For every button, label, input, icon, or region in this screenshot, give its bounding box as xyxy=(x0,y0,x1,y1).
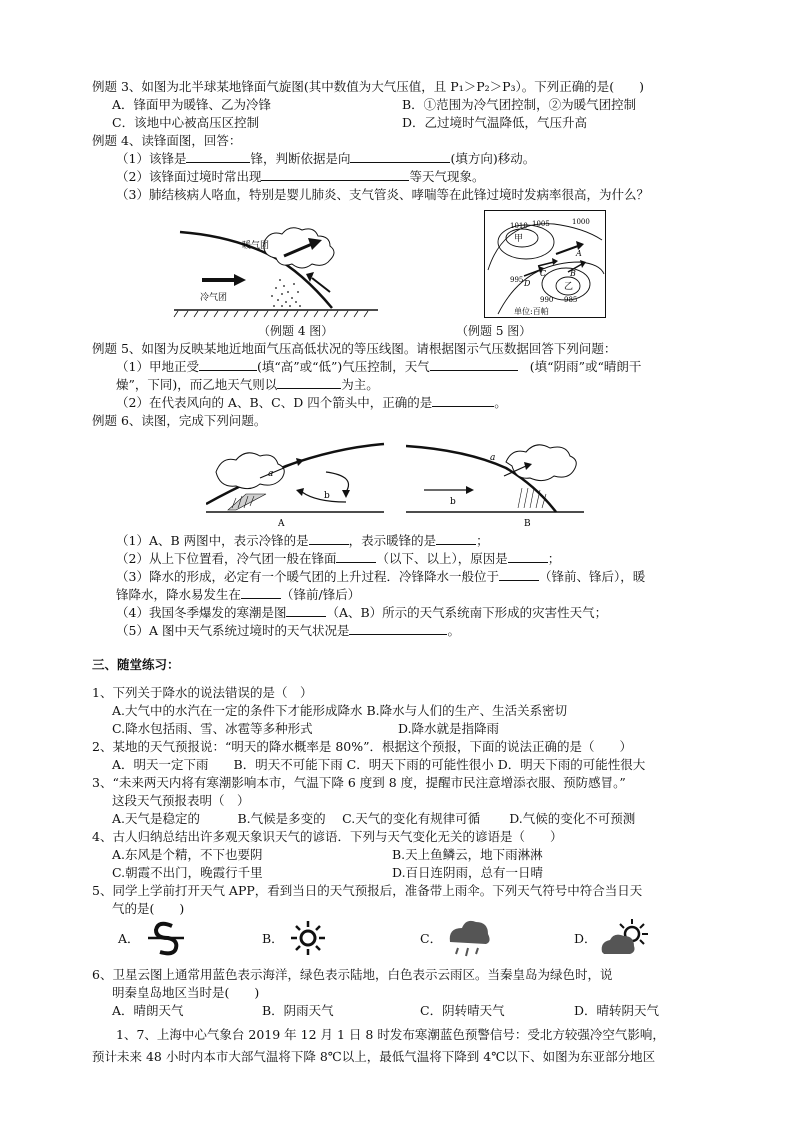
example-5-sub-2-text-b: 。 xyxy=(494,395,507,410)
example-4-question: 例题 4、读锋面图，回答： xyxy=(92,133,242,148)
isobar-value: 1010 xyxy=(510,222,528,230)
practice-1-option-d: D.降水就是指降雨 xyxy=(398,721,500,736)
arrow-label: B xyxy=(570,269,576,278)
example-5-sub-2 xyxy=(116,394,507,411)
answer-blank[interactable] xyxy=(286,604,326,617)
figure-4-caption: （例题 4 图） xyxy=(258,324,334,338)
isobar-value: 990 xyxy=(540,296,554,304)
isobar-value: 995 xyxy=(510,276,524,284)
example-4-sub-2 xyxy=(116,168,484,185)
practice-3-options: A.天气是稳定的 B.气候是多变的 C.天气的变化有规律可循 D.气候的变化不可预测 xyxy=(112,811,636,826)
figure-6a-label: A xyxy=(278,519,285,528)
example-5-sub-1-text-b: (填“高”或“低”)气压控制，天气 xyxy=(256,359,430,374)
arrow-label: D xyxy=(524,279,531,288)
answer-blank[interactable] xyxy=(277,376,341,389)
section-title: 三、随堂练习： xyxy=(92,657,180,672)
answer-blank[interactable] xyxy=(508,550,548,563)
example-6-sub-4-text-b: （A、B）所示的天气系统南下形成的灾害性天气； xyxy=(326,605,608,620)
answer-blank[interactable] xyxy=(241,586,281,599)
cold-air-label: 冷气团 xyxy=(200,293,228,303)
example-6-sub-3-text-b: （锋前、锋后），暖 xyxy=(538,569,646,584)
example-6-sub-3-text-c: 锋降水，降水易发生在 xyxy=(116,587,242,602)
example-6-sub-1-text-c: ； xyxy=(476,533,489,548)
example-6-sub-3-text-d: （锋前/锋后） xyxy=(281,587,361,602)
label-b: b xyxy=(324,491,330,501)
example-5-sub-1 xyxy=(116,358,641,375)
practice-4-option-d: D.百日连阴雨，总有一日晴 xyxy=(392,865,544,880)
practice-5-label-c: C． xyxy=(420,931,443,946)
figure-6b-warm-front xyxy=(406,432,586,528)
practice-2-options: A．明天一定下雨 B．明天不可能下雨 C．明天下雨的可能性很小 D．明天下雨的可能性很大 xyxy=(112,757,646,772)
practice-1-option-c: C.降水包括雨、雪、冰雹等多种形式 xyxy=(112,721,313,736)
example-4-sub-1-text-b: 锋，判断依据是向 xyxy=(250,151,351,166)
isobar-value: 1000 xyxy=(572,218,590,226)
partly-cloudy-icon[interactable] xyxy=(598,916,654,960)
practice-1-question: 1、下列关于降水的说法错误的是（ ） xyxy=(92,685,313,700)
wind-symbol-icon[interactable] xyxy=(146,918,186,958)
practice-5-question-cont: 气的是( ) xyxy=(112,901,185,916)
answer-blank[interactable] xyxy=(261,168,409,181)
example-6-sub-3-text-a: （3）降水的形成，必定有一个暖气团的上升过程．冷锋降水一般位于 xyxy=(116,569,499,584)
rain-cloud-icon[interactable] xyxy=(444,916,494,960)
example-6-sub-2 xyxy=(116,550,560,567)
example-4-sub-1-text-c: (填方向)移动。 xyxy=(450,151,536,166)
answer-blank[interactable] xyxy=(436,532,476,545)
example-6-question: 例题 6、读图，完成下列问题。 xyxy=(92,413,267,428)
practice-2-question: 2、某地的天气预报说：“明天的降水概率是 80%”．根据这个预报，下面的说法正确的是（ ） xyxy=(92,739,632,754)
answer-blank[interactable] xyxy=(186,150,250,163)
practice-6-option-d: D．晴转阴天气 xyxy=(574,1003,660,1018)
answer-blank[interactable] xyxy=(309,532,349,545)
practice-4-question: 4、古人归纳总结出许多观天象识天气的谚语．下列与天气变化无关的谚语是（ ） xyxy=(92,829,563,844)
practice-5-label-a: A． xyxy=(118,931,140,946)
example-5-sub-1-text-c: (填“阴雨”或“晴朗干 xyxy=(529,359,642,374)
high-pressure-label: 甲 xyxy=(514,234,524,244)
example-5-sub-1-cont xyxy=(116,376,379,393)
practice-7-line-1: 1、7、上海中心气象台 2019 年 12 月 1 日 8 时发布寒潮蓝色预警信号：受北方较强冷空气影响， xyxy=(116,1027,665,1042)
answer-blank[interactable] xyxy=(430,358,518,371)
arrow-label: A xyxy=(576,249,582,258)
example-3-option-a: A．锋面甲为暖锋、乙为冷锋 xyxy=(112,97,272,112)
practice-6-question-cont: 明秦皇岛地区当时是( ) xyxy=(112,985,260,1000)
example-4-sub-2-text-b: 等天气现象。 xyxy=(409,169,485,184)
example-6-sub-4-text-a: （4）我国冬季爆发的寒潮是图 xyxy=(116,605,287,620)
answer-blank[interactable] xyxy=(336,550,376,563)
practice-7-line-2: 预计未来 48 小时内本市大部气温将下降 8℃以上，最低气温将下降到 4℃以下、如图为东亚部分地区 xyxy=(92,1049,656,1064)
example-6-sub-1-text-b: ，表示暖锋的是 xyxy=(348,533,437,548)
example-6-sub-4 xyxy=(116,604,607,621)
figure-6b-label: B xyxy=(524,519,531,528)
example-6-sub-5 xyxy=(116,622,460,639)
example-6-sub-1-text-a: （1）A、B 两图中，表示冷锋的是 xyxy=(116,533,309,548)
example-5-question: 例题 5、如图为反映某地近地面气压高低状况的等压线图。请根据图示气压数据回答下列问题： xyxy=(92,341,617,356)
example-4-sub-1-text-a: （1）该锋是 xyxy=(116,151,187,166)
practice-3-question-cont: 这段天气预报表明（ ） xyxy=(112,793,250,808)
warm-air-label: 暖气团 xyxy=(242,241,270,251)
example-4-sub-3: （3）肺结核病人咯血，特别是婴儿肺炎、支气管炎、哮喘等在此锋过境时发病率很高，为什么？ xyxy=(116,187,649,202)
isobar-value: 985 xyxy=(564,296,578,304)
example-6-sub-2-text-a: （2）从上下位置看，冷气团一般在锋面 xyxy=(116,551,337,566)
practice-1-options-ab: A.大气中的水汽在一定的条件下才能形成降水 B.降水与人们的生产、生活关系密切 xyxy=(112,703,568,718)
example-5-sub-1-text-d: 燥”，下同)，而乙地天气则以 xyxy=(116,377,278,392)
answer-blank[interactable] xyxy=(432,394,494,407)
example-6-sub-3 xyxy=(116,568,645,585)
example-6-sub-2-text-c: ； xyxy=(547,551,561,566)
label-a: a xyxy=(268,469,274,479)
answer-blank[interactable] xyxy=(199,358,257,371)
example-3-option-d: D．乙过境时气温降低，气压升高 xyxy=(402,115,588,130)
example-3-question: 例题 3、如图为北半球某地锋面气旋图(其中数值为大气压值，且 P₁＞P₂＞P₃）。下列正确的是( ) xyxy=(92,79,645,94)
label-a: a xyxy=(490,453,496,463)
practice-4-option-c: C.朝霞不出门，晚霞行千里 xyxy=(112,865,263,880)
example-5-sub-1-text-e: 为主。 xyxy=(341,377,379,392)
practice-5-label-d: D． xyxy=(574,931,597,946)
practice-3-question: 3、“未来两天内将有寒潮影响本市，气温下降 6 度到 8 度，提醒市民注意增添衣服、预防感冒。” xyxy=(92,775,626,790)
example-6-sub-5-text-a: （5）A 图中天气系统过境时的天气状况是 xyxy=(116,623,350,638)
practice-6-option-b: B．阴雨天气 xyxy=(262,1003,334,1018)
example-6-sub-2-text-b: （以下、以上），原因是 xyxy=(376,551,508,566)
practice-6-option-a: A．晴朗天气 xyxy=(112,1003,184,1018)
example-3-option-c: C．该地中心被高压区控制 xyxy=(112,115,260,130)
sunny-icon[interactable] xyxy=(288,918,328,958)
answer-blank[interactable] xyxy=(350,150,450,163)
unit-label: 单位:百帕 xyxy=(514,307,549,316)
example-6-sub-5-text-b: 。 xyxy=(447,623,460,638)
label-b: b xyxy=(450,497,456,507)
isobar-value: 1005 xyxy=(532,220,550,228)
practice-6-question: 6、卫星云图上通常用蓝色表示海洋，绿色表示陆地，白色表示云雨区。当秦皇岛为绿色时，说 xyxy=(92,967,613,982)
practice-5-question: 5、同学上学前打开天气 APP，看到当日的天气预报后，准备带上雨伞。下列天气符号中符合当日天 xyxy=(92,883,643,898)
example-3-option-b: B．①范围为冷气团控制，②为暖气团控制 xyxy=(402,97,637,112)
example-6-sub-1 xyxy=(116,532,489,549)
example-6-sub-3-cont xyxy=(116,586,360,603)
example-5-sub-2-text-a: （2）在代表风向的 A、B、C、D 四个箭头中，正确的是 xyxy=(116,395,433,410)
example-4-sub-2-text-a: （2）该锋面过境时常出现 xyxy=(116,169,262,184)
figure-4-front-diagram xyxy=(172,222,380,322)
figure-5-isobar-map xyxy=(484,210,606,318)
example-5-sub-1-text-a: （1）甲地正受 xyxy=(116,359,199,374)
practice-5-label-b: B． xyxy=(262,931,284,946)
practice-4-option-b: B.天上鱼鳞云，地下雨淋淋 xyxy=(392,847,543,862)
answer-blank[interactable] xyxy=(349,622,447,635)
answer-blank[interactable] xyxy=(499,568,539,581)
arrow-label: C xyxy=(540,269,547,278)
low-pressure-label: 乙 xyxy=(564,282,574,292)
practice-4-option-a: A.东风是个精，不下也要阴 xyxy=(112,847,263,862)
practice-6-option-c: C．阴转晴天气 xyxy=(420,1003,505,1018)
figure-6a-cold-front xyxy=(206,432,386,528)
example-4-sub-1 xyxy=(116,150,535,167)
figure-5-caption: （例题 5 图） xyxy=(456,324,532,338)
